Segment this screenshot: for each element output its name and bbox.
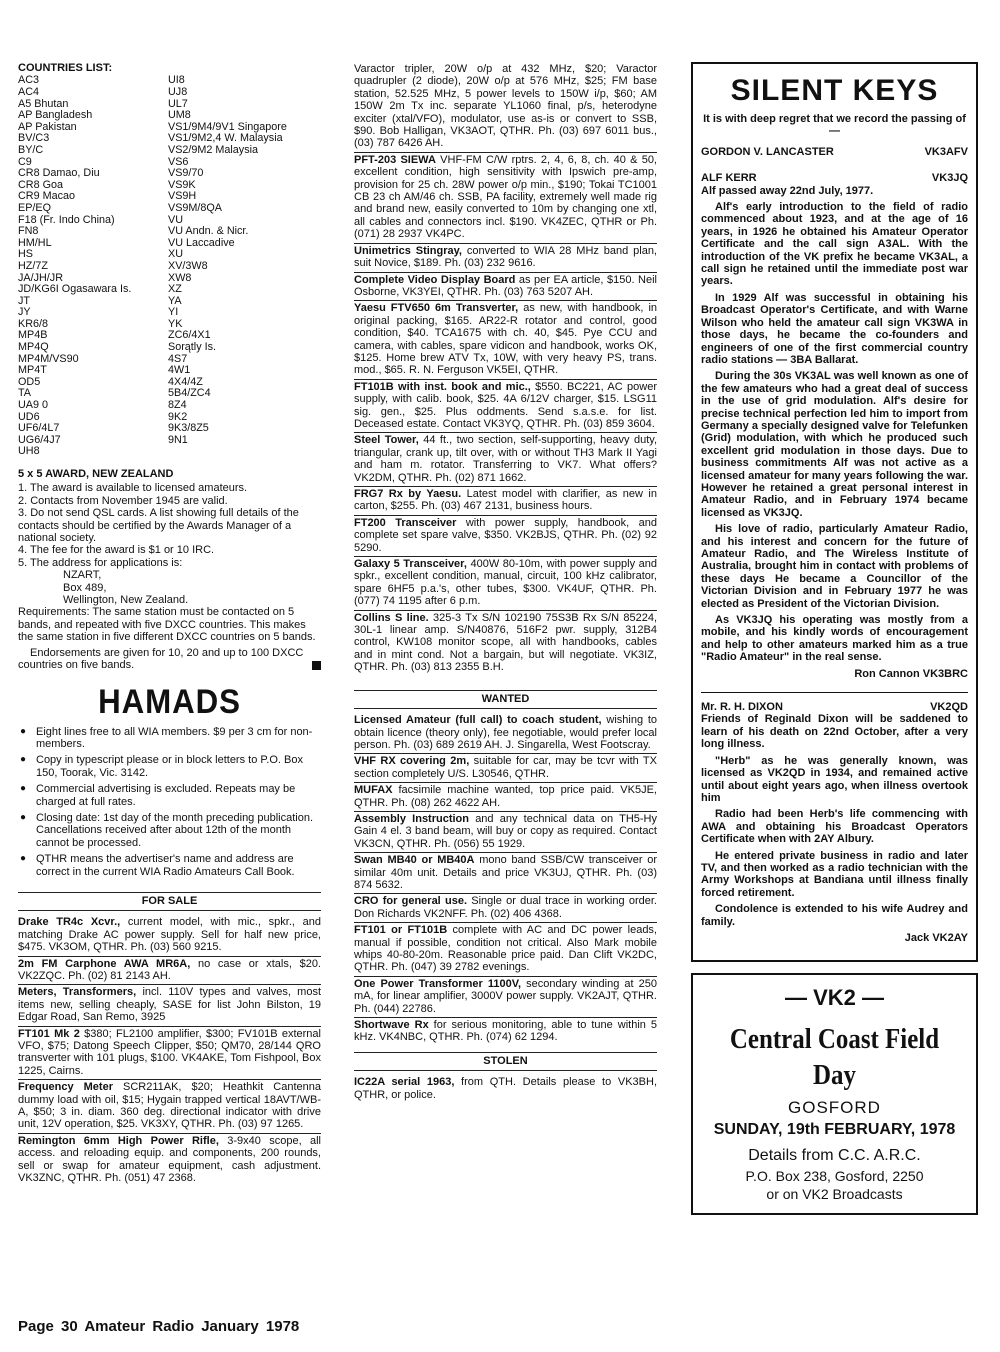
ad-body: and any technical data on TH5-Hy Gain 4 el. 3 band beam, will buy or copy as required. Contact VK3CN, QTHR. Ph. (056) 55 1929. bbox=[354, 812, 657, 850]
country-entry: 9N1 bbox=[168, 434, 188, 446]
country-entry: FN8 bbox=[18, 226, 39, 238]
country-entry: UG6/4J7 bbox=[18, 434, 61, 446]
classified-ad bbox=[354, 713, 657, 754]
country-entry: AP Pakistan bbox=[18, 121, 77, 133]
award-rule: 2. Contacts from November 1945 are valid. bbox=[18, 494, 228, 507]
classified-ad bbox=[354, 611, 657, 676]
column-middle bbox=[354, 62, 657, 1103]
page-footer bbox=[18, 1318, 300, 1335]
ad-body: $550. BC221, AC power supply, with calib. book, $25. 4A 6/12V charger, $15. LSG11 sig. gen., $25. Plus oddments. Send s.a.s.e. for list. Deceased estate. Contact VK3YQ, QTHR. Ph. (03) 859 3604. bbox=[354, 380, 657, 430]
ad-body: complete with AC and DC power leads, manual if possible, condition not critical. Also Mark mobile whips 40-80-20m. Reasonable price paid. Dan Clift VK2DC, QTHR. Ph. (047) 39 2782 evenings. bbox=[354, 924, 657, 974]
wanted-ads bbox=[354, 713, 657, 1046]
ad-title: Assembly Instruction bbox=[354, 812, 469, 825]
obituary-text: His love of radio, particularly Amateur Radio, and his interest and concern for the future of Amateur Radio, and The Wireless Institute of Australia, brought him in contact with problems of these days He became a Councillor of the Victorian Division and in February 1977 he was elected as President of the Victorian Division. bbox=[701, 523, 968, 610]
hamads-rule: ● Eight lines free to all WIA members. $9 per 3 cm for non-members. bbox=[18, 726, 321, 751]
ad-title: Drake TR4c Xcvr., bbox=[18, 916, 121, 929]
country-entry: UH8 bbox=[18, 446, 40, 458]
countries-list bbox=[18, 75, 321, 458]
award-address-line: NZART, bbox=[63, 569, 102, 582]
country-entry: UL7 bbox=[168, 98, 188, 110]
magazine-name: Amateur Radio bbox=[84, 1318, 195, 1335]
classified-ad bbox=[354, 516, 657, 557]
obituary-header: GORDON V. LANCASTER VK3AFV bbox=[701, 145, 968, 158]
ad-title: Swan MB40 or MB40A bbox=[354, 854, 475, 867]
country-entry: VU Laccadive bbox=[168, 237, 235, 249]
classified-ad bbox=[354, 754, 657, 783]
country-entry: 9K2 bbox=[168, 411, 188, 423]
ad-title: Frequency Meter bbox=[18, 1081, 113, 1094]
classified-ad bbox=[354, 244, 657, 273]
country-entry: HM/HL bbox=[18, 237, 52, 249]
country-entry: F18 (Fr. Indo China) bbox=[18, 214, 115, 226]
country-entry: ZC6/4X1 bbox=[168, 330, 211, 342]
country-entry: 8Z4 bbox=[168, 400, 187, 412]
country-entry: YK bbox=[168, 318, 183, 330]
ad-title: Licensed Amateur (full call) to coach student, bbox=[354, 714, 602, 727]
ad-body: secondary winding at 250 mA, for linear amplifier, 3000V power supply. VK2AJT, QTHR. Ph. (044) 22786. bbox=[354, 977, 657, 1015]
ad-title: Steel Tower, bbox=[354, 434, 419, 447]
classified-ad bbox=[354, 894, 657, 923]
field-day-date: SUNDAY, 19th FEBRUARY, 1978 bbox=[713, 1121, 956, 1139]
obituary-text: Alf passed away 22nd July, 1977. bbox=[701, 184, 874, 197]
ad-body: $380; FL2100 amplifier, $300; FV101B external VFO, $75; Datong Speech Clipper, $50; QM70, 28/144 QRO transverter with 101 plugs, $100. VK4AKE, Tom Fishpool, Box 1225, Cairns. bbox=[18, 1027, 321, 1077]
ad-body: SCR211AK, $20; Heathkit Cantenna dummy load with oil, $15; Hygain trapped vertical 18AVT/WB-A, $50; 3 in. diam. 360 deg. directional indicator with drive unit, 12V operation, $25. VK3XY, QTHR. Ph. (03) 97 1265. bbox=[18, 1081, 321, 1131]
country-entry: VS9K bbox=[168, 179, 196, 191]
country-entry: 4X4/4Z bbox=[168, 376, 203, 388]
ad-body: 325-3 Tx S/N 102190 75S3B Rx S/N 85224, 30L-1 linear amp. S/N40876, 516F2 pwr. supply, 312B4 control, KW108 monitor scope, all with handbooks, cables and in mint cond. Not a bargain, but will negotiate. VK3IZ, QTHR. Ph. (03) 813 2355 B.H. bbox=[354, 611, 657, 674]
obituary-header: Mr. R. H. DIXON VK2QD bbox=[701, 701, 968, 714]
country-entry: MP4B bbox=[18, 330, 48, 342]
country-entry: HZ/7Z bbox=[18, 260, 48, 272]
country-entry: XV/3W8 bbox=[168, 260, 208, 272]
country-entry: UF6/4L7 bbox=[18, 423, 60, 435]
obituary-text: Friends of Reginald Dixon will be saddened to learn of his death on 22nd October, after a very long illness. bbox=[701, 713, 968, 751]
field-day-notice bbox=[691, 973, 978, 1215]
ad-body: with power supply, handbook, and complete set spare valve, $350. VK2BJS, QTHR. Ph. (02) 92 5290. bbox=[354, 516, 657, 554]
ad-body: 44 ft., two section, self-supporting, heavy duty, triangular, crank up, tilt over, with or without TH3 Mark II Yagi and ham m. rotator. Transferring to VK7. What offers? VK2DM, QTHR. Ph. (02) 871 1662. bbox=[354, 434, 657, 484]
country-entry: JT bbox=[18, 295, 30, 307]
ad-title: MUFAX bbox=[354, 784, 393, 797]
ad-body: wishing to obtain licence (theory only), fee negotiable, would prefer local person. Ph. (03) 689 2619 AH. J. Singarella, West Footscray. bbox=[354, 714, 657, 751]
obituary-signature: Jack VK2AY bbox=[904, 931, 968, 944]
classified-ad bbox=[354, 433, 657, 487]
ad-title: Collins S line. bbox=[354, 611, 429, 624]
field-day-region: — VK2 — bbox=[784, 985, 885, 1011]
field-day-address: P.O. Box 238, Gosford, 2250 bbox=[745, 1168, 924, 1185]
classified-ad bbox=[354, 1075, 657, 1103]
ad-title: Yaesu FTV650 6m Transverter, bbox=[354, 302, 519, 315]
classified-ad bbox=[354, 153, 657, 244]
ad-body: from QTH. Details please to VK3BH, QTHR, or police. bbox=[354, 1076, 658, 1101]
ad-title: Remington 6mm High Power Rifle, bbox=[18, 1134, 219, 1147]
ad-title: Unimetrics Stingray, bbox=[354, 244, 462, 257]
country-entry: 9K3/8Z5 bbox=[168, 423, 209, 435]
obituary-text: Condolence is extended to his wife Audrey and family. bbox=[701, 903, 968, 928]
ad-title: 2m FM Carphone AWA MR6A, bbox=[18, 957, 191, 970]
country-entry: VS9M/8QA bbox=[168, 202, 223, 214]
countries-title: COUNTRIES LIST: bbox=[18, 62, 113, 74]
ad-title: FT101 Mk 2 bbox=[18, 1027, 80, 1040]
country-entry: VS9H bbox=[168, 191, 197, 203]
award-address-line: Box 489, bbox=[63, 581, 107, 594]
stolen-heading: STOLEN bbox=[354, 1052, 657, 1071]
country-entry: UI8 bbox=[168, 75, 185, 87]
obituary-header: ALF KERR VK3JQ bbox=[701, 172, 968, 185]
country-entry: EP/EQ bbox=[18, 202, 52, 214]
classified-ad bbox=[18, 1080, 321, 1134]
ad-body: for serious monitoring, able to tune within 5 kHz. VK4NBC, QTHR. Ph. (074) 62 1294. bbox=[354, 1019, 657, 1044]
ad-title: FT101B with inst. book and mic., bbox=[354, 380, 531, 393]
ad-body: 400W 80-10m, with power supply and spkr., excellent condition, manual, circuit, 100 kHz calibrator, spare 6HF5 p.a.'s, other tubes, $300. VK4UF, QTHR. Ph. (077) 74 1195 after 6 p.m. bbox=[354, 558, 657, 608]
classified-ad bbox=[354, 977, 657, 1018]
country-entry: UJ8 bbox=[168, 87, 188, 98]
award-address-line: Wellington, New Zealand. bbox=[63, 594, 189, 607]
hamads-title: HAMADS bbox=[98, 682, 241, 721]
country-entry: MP4M/VS90 bbox=[18, 353, 79, 365]
country-entry: UD6 bbox=[18, 411, 40, 423]
classified-ad bbox=[354, 853, 657, 894]
obituary-signature: Ron Cannon VK3BRC bbox=[854, 667, 968, 680]
obituary-text: Alf's early introduction to the field of radio commenced about 1923, and at the age of 16 years, in 1926 he obtained his Amateur Operator Certificate and the call sign A3AL. With the introduction of the VK prefix he became VK3AL, a call sign he retained until the immediate post war years. bbox=[701, 201, 968, 288]
ad-body: Latest model with clarifier, as new in carton, $255. Ph. (03) 467 2131, business hours. bbox=[354, 488, 657, 513]
ad-body: incl. 110V types and valves, most items new, selling cheaply, SASE for list John Bilston, 19 Edgar Road, San Remo, 3925 bbox=[18, 986, 321, 1024]
classified-ad bbox=[354, 557, 657, 611]
award-endorsements: Endorsements are given for 10, 20 and up to 100 DXCC countries on five bands. bbox=[18, 647, 321, 672]
award-rule: 3. Do not send QSL cards. A list showing full details of the contacts should be certified by the Awards Manager of a national society. bbox=[18, 507, 299, 545]
issue-date: January 1978 bbox=[201, 1318, 300, 1335]
hamads-rules bbox=[18, 726, 321, 878]
country-entry: TA bbox=[18, 388, 31, 400]
country-entry: MP4Q bbox=[18, 342, 49, 354]
hamads-rule: ● Closing date: 1st day of the month preceding publication. Cancellations received after about 12th of the month cannot be processed. bbox=[18, 812, 321, 849]
field-day-event: Central Coast Field Day bbox=[729, 1023, 940, 1092]
ad-title: FT200 Transceiver bbox=[354, 516, 457, 529]
classified-ad bbox=[354, 812, 657, 853]
country-entry: HS bbox=[18, 249, 33, 261]
obituary-text: Radio had been Herb's life commencing with AWA and obtaining his Broadcast Operators Certificate when with 2AY Albury. bbox=[701, 808, 968, 846]
page-number: Page 30 bbox=[18, 1318, 78, 1335]
country-entry: C9 bbox=[18, 156, 32, 168]
award-title: 5 x 5 AWARD, NEW ZEALAND bbox=[18, 468, 174, 480]
classified-ad bbox=[354, 1018, 657, 1046]
country-entry: XU bbox=[168, 249, 183, 261]
country-entry: VS1/9M2,4 W. Malaysia bbox=[168, 133, 283, 145]
ad-title: IC22A serial 1963, bbox=[354, 1076, 455, 1089]
country-entry: Sorątly Is. bbox=[168, 342, 217, 354]
classified-ad bbox=[354, 301, 657, 379]
field-day-details: Details from C.C. A.R.C. bbox=[748, 1147, 921, 1165]
ad-body: Single or dual trace in working order. Don Richards VK2NFF. Ph. (02) 406 4368. bbox=[354, 895, 657, 920]
country-entry: UA9 0 bbox=[18, 400, 49, 412]
country-entry: A5 Bhutan bbox=[18, 98, 69, 110]
country-entry: CR9 Macao bbox=[18, 191, 76, 203]
ad-body: Varactor tripler, 20W o/p at 432 MHz, $20; Varactor quadrupler (2 diode), 20W o/p at 576 MHz, $25; FM base station, 52.525 MHz, 5 power levels to 150W i/p, $60; AM 150W 2m Tx inc. separate YL1060 final, p/s, heterodyne exciter (xtal/VFO), modulator, use as-is or convert to SSB, $90. Bob Halligan, VK3AOT, QTHR. Ph. (03) 697 6011 bus., (03) 787 6426 AH. bbox=[354, 63, 657, 150]
ad-title: CRO for general use. bbox=[354, 895, 468, 908]
country-entry: CR8 Goa bbox=[18, 179, 64, 191]
country-entry: 5B4/ZC4 bbox=[168, 388, 211, 400]
wanted-heading: WANTED bbox=[354, 690, 657, 709]
country-entry: BV/C3 bbox=[18, 133, 50, 145]
country-entry: VS2/9M2 Malaysia bbox=[168, 144, 259, 156]
ad-title: PFT-203 SIEWA bbox=[354, 153, 436, 166]
country-entry: CR8 Damao, Diu bbox=[18, 168, 100, 180]
for-sale-ads-left bbox=[18, 915, 321, 1186]
ad-title: Galaxy 5 Transceiver, bbox=[354, 558, 467, 571]
ad-title: Meters, Transformers, bbox=[18, 986, 137, 999]
classified-ad bbox=[354, 487, 657, 516]
country-entry: VU bbox=[168, 214, 183, 226]
country-entry: 4W1 bbox=[168, 365, 191, 377]
stolen-ads bbox=[354, 1075, 657, 1103]
country-entry: VS1/9M4/9V1 Singapore bbox=[168, 121, 287, 133]
country-entry: VS9/70 bbox=[168, 168, 204, 180]
ad-body: as per EA article, $150. Neil Osborne, VK3YEI, QTHR. Ph. (03) 763 5207 AH. bbox=[354, 273, 658, 298]
award-rule: 1. The award is available to licensed amateurs. bbox=[18, 482, 248, 495]
country-entry: BY/C bbox=[18, 144, 44, 156]
ad-body: facsimile machine wanted, top price paid. VK5JE, QTHR. Ph. (08) 262 4622 AH. bbox=[354, 784, 657, 809]
country-entry: 4S7 bbox=[168, 353, 188, 365]
for-sale-heading: FOR SALE bbox=[18, 892, 321, 911]
ad-title: VHF RX covering 2m, bbox=[354, 755, 470, 768]
divider bbox=[701, 692, 968, 693]
country-entry: MP4T bbox=[18, 365, 47, 377]
hamads-rule: ● QTHR means the advertiser's name and address are correct in the current WIA Radio Amateurs Call Book. bbox=[18, 853, 321, 878]
classified-ad bbox=[18, 985, 321, 1026]
obituary-text: During the 30s VK3AL was well known as one of the few amateurs who had a great deal of success in the use of grid modulation. Alf's desire for precise technical perfection led him to import from Germany a specially designed valve for Telefunken (Grid) modulation, with which he produced such excellent grid modulation in those days. Due to business commitments Alf was not active as a licensed amateur for many years following the war. However he retained a great personal interest in Amateur Radio, and in February 1974 became licensed as VK3JQ. bbox=[701, 370, 968, 519]
country-entry: VU Andn. & Nicr. bbox=[168, 226, 249, 238]
country-entry: OD5 bbox=[18, 376, 41, 388]
award-section bbox=[18, 482, 321, 671]
ad-title: FT101 or FT101B bbox=[354, 924, 448, 937]
country-entry: VS6 bbox=[168, 156, 189, 168]
country-entry: XZ bbox=[168, 284, 182, 296]
obituary-text: "Herb" as he was generally known, was licensed as VK2QD in 1934, and remained active until about eight years ago, when illness overtook him bbox=[701, 754, 968, 804]
classified-ad bbox=[354, 783, 657, 812]
ad-body: as new, with handbook, in original packing, $165. AR22-R rotator and control, good condition, $40. TCA1675 with ch. 40, $45. Pye CCU and camera, with cables, spare vidicon and handbook, works OK, $125. Home brew ATV Tx, 10W, with very heavy PS, trans. mod., $65. R. N. Ferguson VK5EI, QTHR. bbox=[354, 302, 658, 377]
country-entry: JY bbox=[18, 307, 31, 319]
country-entry: JD/KG6I Ogasawara Is. bbox=[18, 284, 132, 296]
for-sale-ads-middle bbox=[354, 62, 657, 676]
classified-ad bbox=[354, 62, 657, 153]
country-entry: JA/JH/JR bbox=[18, 272, 63, 284]
country-entry: KR6/8 bbox=[18, 318, 49, 330]
country-entry bbox=[168, 446, 321, 458]
country-entry: UM8 bbox=[168, 110, 191, 122]
classified-ad bbox=[354, 380, 657, 434]
ad-body: suitable for car, may be tcvr with TX section completely U/S. L30546, QTHR. bbox=[354, 755, 657, 780]
award-rule: 5. The address for applications is: bbox=[18, 556, 183, 569]
column-right bbox=[691, 62, 978, 1215]
obituary-text: In 1929 Alf was successful in obtaining his Broadcast Operator's Certificate, and with Warne Wilson who held the amateur call sign VK3WA in those days, he became the co-founders and engineers of one of the first commercial country radio stations — 3BA Ballarat. bbox=[701, 291, 968, 366]
ad-body: VHF-FM C/W rptrs. 2, 4, 6, 8, ch. 40 & 50, excellent condition, high sensitivity with Ipswich pre-amp, provision for 25 ch. 28W power o/p min., $190; Tokai TC1001 CB 23 ch AM/46 ch. SSB, PA facility, extremely well made rig and brand new, easily converted to 10m by changing one xtl, all cables and connectors incl. $190. VK4ZEC, QTHR or Ph. (071) 28 2937 VK4PC. bbox=[354, 153, 657, 241]
silent-keys-title: SILENT KEYS bbox=[730, 74, 939, 107]
ad-body: 3-9x40 scope, all access. and reloading equip. and components, 200 rounds, sell or swap for amateur equipment, cash adjustment. VK3ZNC, QTHR. Ph. (051) 47 2368. bbox=[18, 1134, 322, 1185]
country-entry: YA bbox=[168, 295, 182, 307]
classified-ad bbox=[18, 1134, 321, 1187]
country-entry: YI bbox=[168, 307, 179, 319]
country-entry: AP Bangladesh bbox=[18, 110, 93, 122]
ad-body: converted to WIA 28 MHz band plan, suit Novice, $189. Ph. (03) 232 9616. bbox=[354, 244, 657, 270]
silent-keys-box bbox=[691, 62, 978, 962]
column-left bbox=[18, 62, 321, 1187]
country-entry: XW8 bbox=[168, 272, 192, 284]
ad-title: Shortwave Rx bbox=[354, 1019, 429, 1032]
award-requirements: Requirements: The same station must be contacted on 5 bands, and repeated with five DXCC countries. This makes the same station in five different DXCC countries on 5 bands. bbox=[18, 606, 316, 644]
obituary-text: He entered private business in radio and later TV, and then worked as a radio technician with the Army Workshops at Bandiana until illness finally forced retirement. bbox=[701, 849, 968, 899]
hamads-rule: ● Commercial advertising is excluded. Repeats may be charged at full rates. bbox=[18, 783, 321, 808]
obituary-text: As VK3JQ his operating was mostly from a mobile, and his kindly words of encouragement and help to other amateurs marked him as a true "Radio Amateur" in the real sense. bbox=[701, 614, 968, 664]
ad-title: Complete Video Display Board bbox=[354, 273, 516, 286]
classified-ad bbox=[18, 957, 321, 986]
country-entry: AC3 bbox=[18, 75, 40, 87]
classified-ad bbox=[18, 1027, 321, 1081]
field-day-place: GOSFORD bbox=[788, 1098, 881, 1118]
classified-ad bbox=[354, 923, 657, 977]
classified-ad bbox=[18, 915, 321, 956]
classified-ad bbox=[354, 273, 657, 302]
award-rule: 4. The fee for the award is $1 or 10 IRC. bbox=[18, 544, 215, 557]
end-mark-icon bbox=[312, 661, 321, 670]
hamads-rule: ● Copy in typescript please or in block letters to P.O. Box 150, Toorak, Vic. 3142. bbox=[18, 754, 321, 779]
ad-title: FRG7 Rx by Yaesu. bbox=[354, 488, 462, 500]
field-day-alt: or on VK2 Broadcasts bbox=[766, 1186, 903, 1203]
silent-keys-intro: It is with deep regret that we record the passing of — bbox=[703, 113, 966, 138]
ad-title: One Power Transformer 1100V, bbox=[354, 977, 522, 990]
ad-body: current model, with mic., spkr., and matching Drake AC power supply. Sell for half new price, $475. VK3OM, QTHR. Ph. (03) 560 9215. bbox=[18, 916, 322, 954]
ad-body: mono band SSB/CW transceiver or similar 40m unit. Details and price VK3UJ, QTHR. Ph. (03) 874 5632. bbox=[354, 854, 657, 891]
country-entry: AC4 bbox=[18, 87, 40, 98]
ad-body: no case or xtals, $20. VK2ZQC. Ph. (02) 81 2143 AH. bbox=[18, 957, 321, 982]
